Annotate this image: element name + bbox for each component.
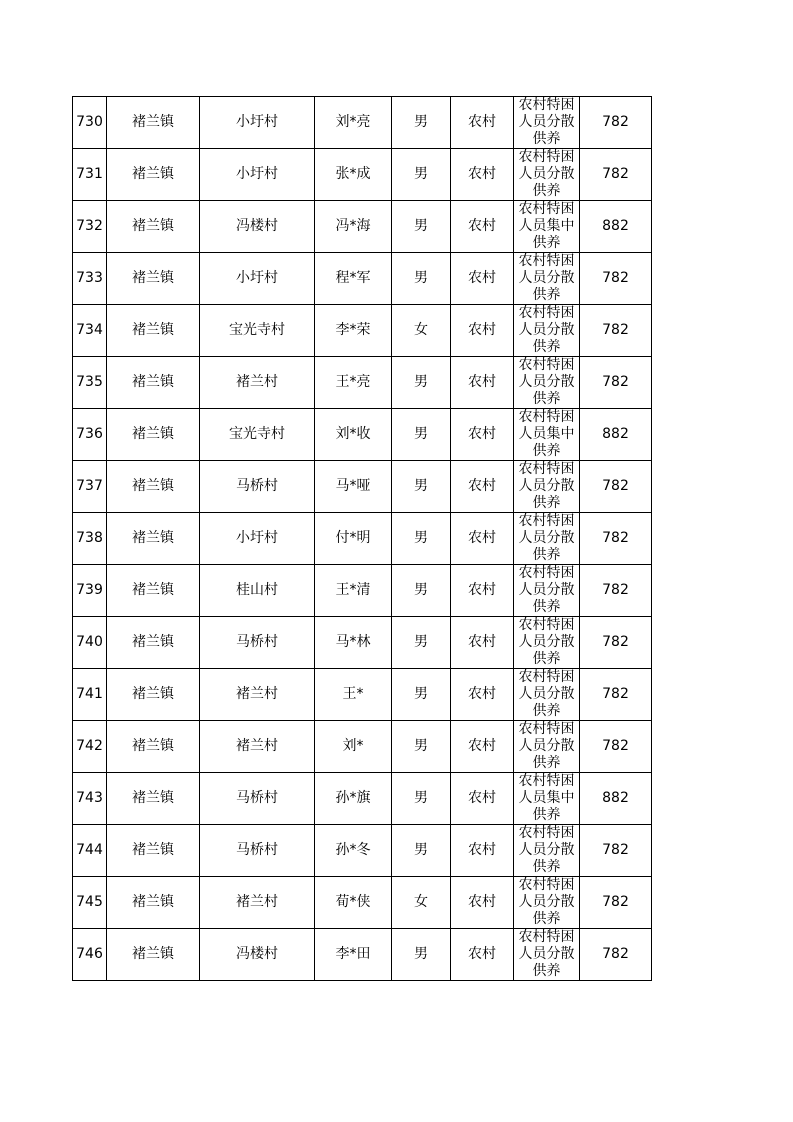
gender-cell: 男: [392, 825, 451, 877]
table-row: [73, 825, 652, 877]
row-number-cell: 737: [73, 461, 107, 513]
area-cell: 农村: [451, 253, 514, 305]
gender-cell: 男: [392, 669, 451, 721]
name-cell: 孙*旗: [315, 773, 392, 825]
village-cell: 桂山村: [200, 565, 315, 617]
row-number-cell: 731: [73, 149, 107, 201]
town-cell: 褚兰镇: [107, 565, 200, 617]
amount-cell: 782: [580, 721, 652, 773]
area-cell: 农村: [451, 617, 514, 669]
category-text: 农村特困人员分散供养: [518, 513, 575, 563]
category-text: 农村特困人员分散供养: [518, 877, 575, 927]
name-cell: 王*: [315, 669, 392, 721]
amount-cell: 782: [580, 461, 652, 513]
row-number-cell: 730: [73, 97, 107, 149]
category-cell: [514, 929, 580, 981]
gender-cell: 男: [392, 929, 451, 981]
row-number-cell: 732: [73, 201, 107, 253]
category-cell: [514, 773, 580, 825]
name-cell: 程*军: [315, 253, 392, 305]
village-cell: 小圩村: [200, 97, 315, 149]
village-cell: 褚兰村: [200, 877, 315, 929]
village-cell: 宝光寺村: [200, 305, 315, 357]
table-body: [73, 97, 652, 981]
amount-cell: 782: [580, 357, 652, 409]
category-text: 农村特困人员集中供养: [518, 773, 575, 823]
gender-cell: 男: [392, 409, 451, 461]
amount-cell: 782: [580, 253, 652, 305]
category-cell: [514, 461, 580, 513]
village-cell: 马桥村: [200, 461, 315, 513]
name-cell: 李*荣: [315, 305, 392, 357]
table-row: [73, 929, 652, 981]
name-cell: 张*成: [315, 149, 392, 201]
row-number-cell: 745: [73, 877, 107, 929]
row-number-cell: 736: [73, 409, 107, 461]
name-cell: 刘*收: [315, 409, 392, 461]
area-cell: 农村: [451, 305, 514, 357]
row-number-cell: 741: [73, 669, 107, 721]
category-text: 农村特困人员集中供养: [518, 201, 575, 251]
village-cell: 马桥村: [200, 617, 315, 669]
area-cell: 农村: [451, 877, 514, 929]
amount-cell: 882: [580, 409, 652, 461]
area-cell: 农村: [451, 669, 514, 721]
amount-cell: 782: [580, 513, 652, 565]
category-cell: [514, 97, 580, 149]
name-cell: 付*明: [315, 513, 392, 565]
category-text: 农村特困人员分散供养: [518, 357, 575, 407]
row-number-cell: 740: [73, 617, 107, 669]
table-row: [73, 617, 652, 669]
gender-cell: 男: [392, 513, 451, 565]
gender-cell: 女: [392, 877, 451, 929]
amount-cell: 882: [580, 201, 652, 253]
amount-cell: 782: [580, 825, 652, 877]
area-cell: 农村: [451, 513, 514, 565]
row-number-cell: 744: [73, 825, 107, 877]
amount-cell: 782: [580, 929, 652, 981]
gender-cell: 男: [392, 565, 451, 617]
category-text: 农村特困人员分散供养: [518, 669, 575, 719]
name-cell: 马*林: [315, 617, 392, 669]
category-text: 农村特困人员分散供养: [518, 825, 575, 875]
name-cell: 冯*海: [315, 201, 392, 253]
gender-cell: 男: [392, 201, 451, 253]
row-number-cell: 733: [73, 253, 107, 305]
village-cell: 冯楼村: [200, 201, 315, 253]
village-cell: 褚兰村: [200, 669, 315, 721]
records-table: [72, 96, 652, 981]
table-row: [73, 149, 652, 201]
town-cell: 褚兰镇: [107, 149, 200, 201]
category-cell: [514, 357, 580, 409]
town-cell: 褚兰镇: [107, 253, 200, 305]
gender-cell: 男: [392, 97, 451, 149]
name-cell: 刘*亮: [315, 97, 392, 149]
gender-cell: 男: [392, 253, 451, 305]
category-cell: [514, 201, 580, 253]
category-cell: [514, 617, 580, 669]
category-text: 农村特困人员分散供养: [518, 721, 575, 771]
category-cell: [514, 825, 580, 877]
row-number-cell: 743: [73, 773, 107, 825]
area-cell: 农村: [451, 565, 514, 617]
amount-cell: 782: [580, 97, 652, 149]
gender-cell: 男: [392, 357, 451, 409]
gender-cell: 男: [392, 721, 451, 773]
village-cell: 宝光寺村: [200, 409, 315, 461]
category-text: 农村特困人员分散供养: [518, 97, 575, 147]
village-cell: 褚兰村: [200, 357, 315, 409]
town-cell: 褚兰镇: [107, 721, 200, 773]
amount-cell: 782: [580, 669, 652, 721]
area-cell: 农村: [451, 825, 514, 877]
amount-cell: 782: [580, 565, 652, 617]
village-cell: 小圩村: [200, 253, 315, 305]
table-row: [73, 565, 652, 617]
town-cell: 褚兰镇: [107, 409, 200, 461]
category-cell: [514, 565, 580, 617]
amount-cell: 782: [580, 617, 652, 669]
area-cell: 农村: [451, 357, 514, 409]
amount-cell: 782: [580, 305, 652, 357]
gender-cell: 女: [392, 305, 451, 357]
village-cell: 马桥村: [200, 825, 315, 877]
town-cell: 褚兰镇: [107, 877, 200, 929]
category-cell: [514, 669, 580, 721]
row-number-cell: 735: [73, 357, 107, 409]
category-text: 农村特困人员分散供养: [518, 617, 575, 667]
town-cell: 褚兰镇: [107, 825, 200, 877]
gender-cell: 男: [392, 617, 451, 669]
category-text: 农村特困人员分散供养: [518, 929, 575, 979]
amount-cell: 782: [580, 149, 652, 201]
name-cell: 王*清: [315, 565, 392, 617]
table-row: [73, 721, 652, 773]
village-cell: 褚兰村: [200, 721, 315, 773]
town-cell: 褚兰镇: [107, 669, 200, 721]
row-number-cell: 746: [73, 929, 107, 981]
name-cell: 孙*冬: [315, 825, 392, 877]
area-cell: 农村: [451, 149, 514, 201]
area-cell: 农村: [451, 409, 514, 461]
town-cell: 褚兰镇: [107, 513, 200, 565]
area-cell: 农村: [451, 201, 514, 253]
row-number-cell: 742: [73, 721, 107, 773]
area-cell: 农村: [451, 929, 514, 981]
name-cell: 王*亮: [315, 357, 392, 409]
village-cell: 马桥村: [200, 773, 315, 825]
name-cell: 李*田: [315, 929, 392, 981]
town-cell: 褚兰镇: [107, 357, 200, 409]
village-cell: 冯楼村: [200, 929, 315, 981]
town-cell: 褚兰镇: [107, 305, 200, 357]
gender-cell: 男: [392, 149, 451, 201]
amount-cell: 882: [580, 773, 652, 825]
town-cell: 褚兰镇: [107, 201, 200, 253]
table-row: [73, 409, 652, 461]
name-cell: 马*哑: [315, 461, 392, 513]
area-cell: 农村: [451, 97, 514, 149]
gender-cell: 男: [392, 773, 451, 825]
category-cell: [514, 253, 580, 305]
category-text: 农村特困人员分散供养: [518, 461, 575, 511]
table-row: [73, 513, 652, 565]
category-text: 农村特困人员分散供养: [518, 305, 575, 355]
area-cell: 农村: [451, 461, 514, 513]
category-cell: [514, 721, 580, 773]
category-cell: [514, 149, 580, 201]
row-number-cell: 738: [73, 513, 107, 565]
amount-cell: 782: [580, 877, 652, 929]
row-number-cell: 734: [73, 305, 107, 357]
table-row: [73, 253, 652, 305]
table-row: [73, 357, 652, 409]
area-cell: 农村: [451, 773, 514, 825]
table-row: [73, 461, 652, 513]
table-row: [73, 305, 652, 357]
gender-cell: 男: [392, 461, 451, 513]
table-row: [73, 669, 652, 721]
category-cell: [514, 513, 580, 565]
village-cell: 小圩村: [200, 149, 315, 201]
category-text: 农村特困人员分散供养: [518, 253, 575, 303]
category-cell: [514, 305, 580, 357]
category-text: 农村特困人员集中供养: [518, 409, 575, 459]
table-row: [73, 97, 652, 149]
town-cell: 褚兰镇: [107, 461, 200, 513]
town-cell: 褚兰镇: [107, 97, 200, 149]
table-row: [73, 773, 652, 825]
table-row: [73, 877, 652, 929]
area-cell: 农村: [451, 721, 514, 773]
category-text: 农村特困人员分散供养: [518, 565, 575, 615]
table-row: [73, 201, 652, 253]
category-cell: [514, 409, 580, 461]
row-number-cell: 739: [73, 565, 107, 617]
name-cell: 荀*侠: [315, 877, 392, 929]
town-cell: 褚兰镇: [107, 929, 200, 981]
village-cell: 小圩村: [200, 513, 315, 565]
name-cell: 刘*: [315, 721, 392, 773]
town-cell: 褚兰镇: [107, 617, 200, 669]
town-cell: 褚兰镇: [107, 773, 200, 825]
category-cell: [514, 877, 580, 929]
category-text: 农村特困人员分散供养: [518, 149, 575, 199]
